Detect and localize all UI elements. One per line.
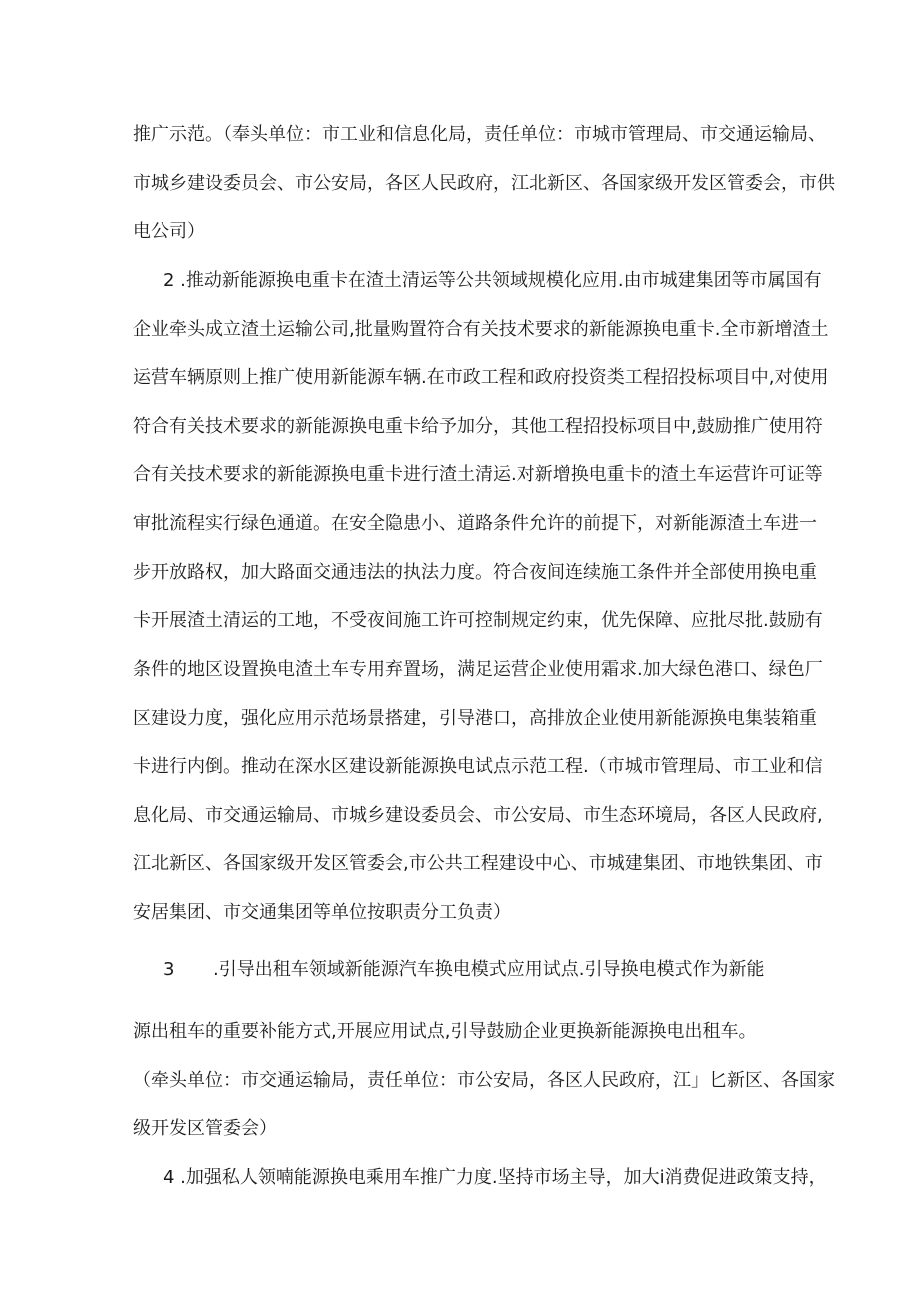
para2-line-3: 运营车辆原则上推广使用新能源车辆.在市政工程和政府投资类工程招投标项目中,对使用	[133, 367, 829, 388]
para2-line-7: 步开放路权，加大路面交通违法的执法力度。符合夜间连续施工条件并全部使用换电重	[133, 562, 817, 583]
para3-line-4: 级开发区管委会）	[133, 1118, 277, 1139]
para3-line-3: （牵头单位：市交通运输局，责任单位：市公安局，各区人民政府，江」匕新区、各国家	[133, 1070, 835, 1091]
para2-line-6: 审批流程实行绿色通道。在安全隐患小、道路条件允许的前提下，对新能源渣土车进一	[133, 513, 817, 534]
para2-line-13: 江北新区、各国家级开发区管委会,市公共工程建设中心、市城建集团、市地铁集团、市	[133, 853, 823, 874]
para4-line-1: 4 .加强私人领喃能源换电乘用车推广力度.坚持市场主导，加大i消费促进政策支持，	[163, 1167, 827, 1188]
para2-line-4: 符合有关技术要求的新能源换电重卡给予加分，其他工程招投标项目中,鼓励推广使用符	[133, 416, 823, 437]
para2-line-10: 区建设力度，强化应用示范场景搭建，引导港口，高排放企业使用新能源换电集装箱重	[133, 708, 817, 729]
para1-line-1: 推广示范。（奉头单位：市工业和信息化局，责任单位：市城市管理局、市交通运输局、	[133, 124, 826, 145]
para2-line-9: 条件的地区设置换电渣土车专用弃置场，满足运营企业使用霜求.加大绿色港口、绿色厂	[133, 659, 823, 680]
para1-line-3: 电公司）	[133, 221, 205, 242]
para2-line-14: 安居集团、市交通集团等单位按职责分工负责）	[133, 902, 511, 923]
para2-line-5: 合有关技术要求的新能源换电重卡进行渣土清运.对新增换电重卡的渣土车运营许可证等	[133, 464, 823, 485]
para2-line-8: 卡开展渣土清运的工地，不受夜间施工许可控制规定约束，优先保障、应批尽批.鼓励有	[133, 610, 823, 631]
para3-number: 3	[163, 959, 175, 980]
para2-line-2: 企业牵头成立渣土运输公司,批量购置符合有关技术要求的新能源换电重卡.全市新增渣土	[133, 319, 829, 340]
para2-line-1: 2 .推动新能源换电重卡在渣土清运等公共领域规模化应用.由市城建集团等市属国有	[163, 270, 822, 291]
para3-line-2: 源出租车的重要补能方式,开展应用试点,引导鼓励企业更换新能源换电出租车。	[133, 1021, 757, 1042]
para2-line-12: 息化局、市交通运输局、市城乡建设委员会、市公安局、市生态环境局，各区人民政府,	[133, 805, 823, 826]
para2-line-11: 卡进行内倒。推动在深水区建设新能源换电试点示范工程.（市城市管理局、市工业和信	[133, 756, 823, 777]
para1-line-2: 市城乡建设委员会、市公安局，各区人民政府，江北新区、各国家级开发区管委会，市供	[133, 173, 835, 194]
para3-first-line: .引导出租车领域新能源汽车换电模式应用试点.引导换电模式作为新能	[213, 959, 765, 980]
